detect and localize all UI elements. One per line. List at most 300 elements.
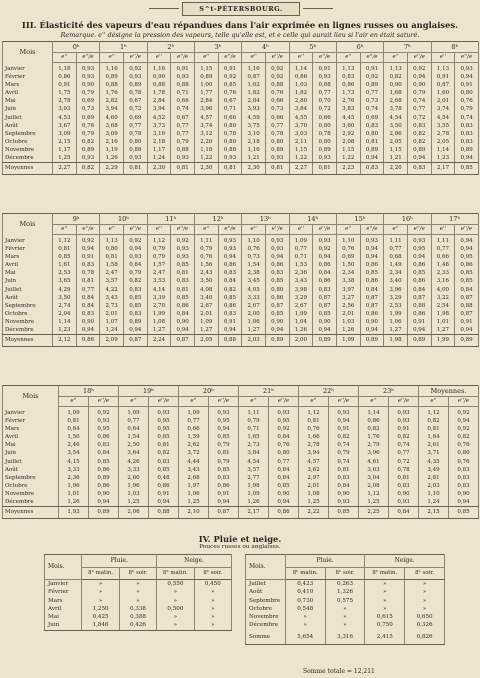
- value-cell: 0,94: [329, 417, 359, 425]
- value-cell: 3,75: [242, 122, 266, 130]
- value-cell: 1,96: [59, 482, 89, 490]
- value-cell: »: [365, 597, 405, 605]
- value-cell: 0,83: [209, 474, 239, 482]
- value-cell: 3,04: [359, 474, 389, 482]
- value-cell: 0,84: [329, 482, 359, 490]
- value-cell: 0,78: [76, 269, 100, 277]
- value-cell: 0,82: [218, 286, 242, 294]
- value-cell: 1,21: [242, 154, 266, 163]
- value-cell: 0,80: [123, 138, 147, 146]
- value-cell: 0,95: [407, 245, 431, 253]
- value-cell: 0,92: [449, 425, 479, 433]
- value-cell: 0,86: [218, 302, 242, 310]
- value-cell: 0,388: [119, 613, 156, 621]
- ratio-header: e''/e: [455, 225, 479, 235]
- time-header: 8ʰ soir.: [405, 568, 445, 580]
- value-cell: 0,410: [285, 588, 325, 596]
- value-cell: 1,15: [384, 146, 408, 154]
- value-cell: 0,90: [269, 490, 299, 498]
- value-cell: 2,01: [194, 310, 218, 318]
- e-header: e'': [239, 397, 269, 407]
- value-cell: 0,77: [171, 122, 195, 130]
- table-row: [3, 253, 479, 261]
- value-cell: 0,94: [360, 154, 384, 163]
- table-row: [45, 605, 232, 613]
- value-cell: 0,92: [407, 63, 431, 74]
- sum-cell: 2,415: [365, 630, 405, 645]
- value-cell: 0,82: [389, 433, 419, 441]
- table-row: [3, 97, 479, 105]
- value-cell: 1,99: [289, 310, 313, 318]
- value-cell: 0,548: [285, 605, 325, 613]
- value-cell: 0,69: [76, 114, 100, 122]
- e-header: e'': [431, 225, 455, 235]
- value-cell: 0,326: [405, 621, 445, 629]
- e-header: e'': [59, 397, 89, 407]
- value-cell: 2,62: [179, 441, 209, 449]
- value-cell: 1,00: [194, 81, 218, 89]
- value-cell: 3,10: [242, 130, 266, 138]
- mean-cell: 0,83: [407, 163, 431, 175]
- mean-cell: 1,98: [384, 335, 408, 347]
- month-label: Mars: [3, 81, 53, 89]
- value-cell: 0,94: [360, 326, 384, 335]
- value-cell: 1,27: [147, 326, 171, 335]
- value-cell: 0,94: [455, 154, 479, 163]
- value-cell: 0,83: [449, 466, 479, 474]
- value-cell: 0,80: [313, 138, 337, 146]
- value-cell: 0,90: [449, 490, 479, 498]
- value-cell: 0,94: [455, 235, 479, 246]
- value-cell: 0,93: [313, 235, 337, 246]
- value-cell: 0,86: [218, 261, 242, 269]
- value-cell: 1,26: [100, 154, 124, 163]
- value-cell: 1,25: [299, 498, 329, 507]
- value-cell: 0,87: [455, 294, 479, 302]
- value-cell: 0,83: [149, 458, 179, 466]
- value-cell: 0,93: [76, 154, 100, 163]
- value-cell: 0,94: [407, 253, 431, 261]
- ratio-header: e''/e: [360, 53, 384, 63]
- value-cell: 0,93: [123, 253, 147, 261]
- value-cell: 0,84: [76, 294, 100, 302]
- value-cell: 0,94: [209, 498, 239, 507]
- value-cell: 4,45: [336, 114, 360, 122]
- value-cell: 0,84: [360, 286, 384, 294]
- value-cell: 0,91: [329, 425, 359, 433]
- value-cell: 0,78: [265, 130, 289, 138]
- month-label: Septembre: [246, 597, 286, 605]
- value-cell: 0,83: [76, 261, 100, 269]
- mean-cell: 1,99: [336, 335, 360, 347]
- month-label: Octobre: [3, 138, 53, 146]
- hour-header: 3ʰ: [194, 42, 241, 53]
- month-label: Août: [3, 466, 59, 474]
- value-cell: 0,76: [76, 122, 100, 130]
- mean-cell: 2,23: [336, 163, 360, 175]
- e-header: e'': [100, 53, 124, 63]
- table-row: [3, 73, 479, 81]
- value-cell: 2,53: [53, 269, 77, 277]
- page-header: S^t-PÉTERSBOURG.: [182, 2, 300, 16]
- value-cell: 0,91: [53, 81, 77, 89]
- table-row: [3, 417, 479, 425]
- value-cell: 0,93: [313, 154, 337, 163]
- value-cell: 0,86: [171, 302, 195, 310]
- value-cell: 0,86: [209, 482, 239, 490]
- value-cell: 0,73: [360, 97, 384, 105]
- value-cell: 1,11: [384, 235, 408, 246]
- value-cell: 0,87: [360, 302, 384, 310]
- value-cell: 1,12: [53, 235, 77, 246]
- table-row: [3, 302, 479, 310]
- table-row: [246, 630, 445, 645]
- value-cell: 1,326: [325, 588, 365, 596]
- value-cell: 1,59: [179, 433, 209, 441]
- value-cell: 0,78: [389, 466, 419, 474]
- value-cell: 0,93: [407, 235, 431, 246]
- value-cell: 3,33: [59, 466, 89, 474]
- value-cell: 0,79: [76, 89, 100, 97]
- value-cell: 0,94: [76, 326, 100, 335]
- mean-cell: 2,27: [53, 163, 77, 175]
- value-cell: 0,85: [209, 466, 239, 474]
- value-cell: 0,94: [209, 425, 239, 433]
- value-cell: 1,09: [179, 407, 209, 418]
- table-row: [246, 605, 445, 613]
- ratio-header: e''/e: [218, 225, 242, 235]
- value-cell: 0,81: [149, 441, 179, 449]
- value-cell: 2,78: [431, 130, 455, 138]
- value-cell: 1,14: [53, 318, 77, 326]
- table-row: [3, 310, 479, 318]
- hour-header: 12ʰ: [194, 214, 241, 225]
- value-cell: 0,84: [313, 269, 337, 277]
- hour-header: 22ʰ: [299, 386, 359, 397]
- value-cell: 0,91: [171, 63, 195, 74]
- value-cell: 0,76: [299, 425, 329, 433]
- value-cell: 0,80: [265, 138, 289, 146]
- ratio-header: e''/e: [265, 53, 289, 63]
- rain-header: Pluie.: [285, 555, 365, 568]
- value-cell: 3,16: [431, 277, 455, 285]
- month-label: Avril: [45, 605, 82, 613]
- month-label: Mars: [45, 597, 82, 605]
- value-cell: 1,65: [239, 433, 269, 441]
- value-cell: 0,85: [218, 294, 242, 302]
- value-cell: 1,50: [59, 433, 89, 441]
- table-row: [3, 42, 479, 53]
- value-cell: 4,44: [179, 458, 209, 466]
- table-row: [3, 458, 479, 466]
- table-row: [246, 597, 445, 605]
- table-row: [3, 474, 479, 482]
- value-cell: 0,89: [194, 73, 218, 81]
- value-cell: 0,88: [218, 146, 242, 154]
- month-label: Décembre: [3, 326, 53, 335]
- value-cell: 3,40: [384, 277, 408, 285]
- value-cell: 0,80: [313, 122, 337, 130]
- month-label: Avril: [3, 433, 59, 441]
- ratio-header: e''/e: [389, 397, 419, 407]
- value-cell: 0,91: [209, 490, 239, 498]
- value-cell: 0,95: [269, 417, 299, 425]
- value-cell: 0,90: [313, 318, 337, 326]
- month-label: Juin: [3, 277, 53, 285]
- value-cell: 2,53: [384, 302, 408, 310]
- value-cell: 0,66: [179, 425, 209, 433]
- value-cell: 0,92: [265, 63, 289, 74]
- value-cell: 0,86: [336, 81, 360, 89]
- mean-cell: 2,29: [100, 163, 124, 175]
- value-cell: 3,78: [384, 105, 408, 113]
- value-cell: 2,61: [419, 441, 449, 449]
- ratio-header: e''/e: [218, 53, 242, 63]
- value-cell: 2,92: [336, 130, 360, 138]
- month-label: Février: [3, 417, 59, 425]
- month-header: Mois.: [246, 555, 286, 580]
- ratio-header: e''/e: [329, 397, 359, 407]
- value-cell: 4,54: [384, 114, 408, 122]
- value-cell: 1,03: [336, 318, 360, 326]
- value-cell: 0,83: [123, 286, 147, 294]
- value-cell: 0,90: [329, 490, 359, 498]
- mean-cell: 2,12: [53, 335, 77, 347]
- table-row: [3, 482, 479, 490]
- value-cell: 0,66: [171, 97, 195, 105]
- hour-header: 0ʰ: [53, 42, 100, 53]
- hour-header: 16ʰ: [384, 214, 431, 225]
- ratio-header: e''/e: [269, 397, 299, 407]
- value-cell: 0,87: [407, 294, 431, 302]
- e-header: e'': [384, 225, 408, 235]
- value-cell: 2,67: [242, 302, 266, 310]
- value-cell: 3,27: [336, 294, 360, 302]
- moyennes-label: Moyennes: [3, 507, 59, 519]
- mean-cell: 2,17: [431, 163, 455, 175]
- mean-cell: 0,85: [455, 163, 479, 175]
- value-cell: 0,79: [76, 130, 100, 138]
- mean-cell: 0,85: [329, 507, 359, 519]
- snow-header: Neige.: [157, 555, 232, 568]
- value-cell: 1,25: [119, 498, 149, 507]
- value-cell: »: [82, 588, 119, 596]
- value-cell: 1,77: [194, 89, 218, 97]
- value-cell: 0,89: [360, 81, 384, 89]
- value-cell: 0,77: [269, 458, 299, 466]
- value-cell: 3,74: [194, 122, 218, 130]
- value-cell: 0,69: [123, 114, 147, 122]
- value-cell: 1,15: [289, 146, 313, 154]
- value-cell: 1,98: [431, 310, 455, 318]
- value-cell: 0,94: [265, 326, 289, 335]
- hour-header: Moyennes.: [419, 386, 479, 397]
- value-cell: 0,86: [265, 261, 289, 269]
- value-cell: »: [194, 621, 231, 630]
- value-cell: 3,09: [100, 130, 124, 138]
- value-cell: 0,92: [89, 407, 119, 418]
- value-cell: 0,80: [218, 122, 242, 130]
- value-cell: 1,98: [239, 482, 269, 490]
- value-cell: 3,43: [179, 466, 209, 474]
- ratio-header: e''/e: [313, 225, 337, 235]
- value-cell: 0,76: [218, 89, 242, 97]
- value-cell: 0,93: [123, 73, 147, 81]
- month-label: Juillet: [3, 286, 53, 294]
- time-header: 8ʰ soir.: [325, 568, 365, 580]
- value-cell: 0,77: [313, 89, 337, 97]
- hour-header: 20ʰ: [179, 386, 239, 397]
- value-cell: 3,68: [100, 122, 124, 130]
- value-cell: 0,93: [218, 154, 242, 163]
- ratio-header: e''/e: [265, 225, 289, 235]
- value-cell: 0,85: [360, 269, 384, 277]
- table-row: [3, 407, 479, 418]
- value-cell: 0,67: [218, 97, 242, 105]
- value-cell: 2,47: [100, 269, 124, 277]
- value-cell: 0,85: [149, 433, 179, 441]
- value-cell: 3,64: [119, 449, 149, 457]
- value-cell: »: [405, 597, 445, 605]
- value-cell: 0,80: [455, 89, 479, 97]
- value-cell: 0,85: [407, 269, 431, 277]
- ratio-header: e''/e: [455, 53, 479, 63]
- month-label: Mars: [3, 425, 59, 433]
- value-cell: 0,71: [171, 89, 195, 97]
- table-row: [3, 114, 479, 122]
- value-cell: 1,76: [100, 89, 124, 97]
- value-cell: 0,48: [149, 474, 179, 482]
- value-cell: 3,10: [147, 130, 171, 138]
- value-cell: 4,54: [431, 114, 455, 122]
- value-cell: 1,10: [419, 490, 449, 498]
- e-header: e'': [179, 397, 209, 407]
- value-cell: 3,09: [53, 130, 77, 138]
- value-cell: 0,74: [360, 105, 384, 113]
- value-cell: 0,77: [384, 245, 408, 253]
- value-cell: 0,92: [123, 63, 147, 74]
- value-cell: 0,94: [455, 326, 479, 335]
- value-cell: 0,76: [336, 245, 360, 253]
- value-cell: 0,91: [218, 63, 242, 74]
- value-cell: 3,71: [419, 449, 449, 457]
- value-cell: 1,66: [299, 433, 329, 441]
- value-cell: 4,26: [119, 458, 149, 466]
- value-cell: 0,86: [89, 433, 119, 441]
- value-cell: 3,50: [53, 294, 77, 302]
- value-cell: 1,21: [384, 154, 408, 163]
- value-cell: 0,91: [455, 318, 479, 326]
- value-cell: 1,12: [147, 235, 171, 246]
- value-cell: 0,85: [218, 81, 242, 89]
- value-cell: 0,94: [265, 253, 289, 261]
- value-cell: 0,88: [171, 81, 195, 89]
- value-cell: 4,08: [194, 286, 218, 294]
- table-row: [246, 613, 445, 621]
- value-cell: 0,69: [76, 97, 100, 105]
- value-cell: 0,93: [76, 73, 100, 81]
- value-cell: 3,54: [59, 449, 89, 457]
- value-cell: 2,18: [242, 138, 266, 146]
- mean-cell: 0,81: [265, 163, 289, 175]
- value-cell: 0,85: [149, 466, 179, 474]
- value-cell: 0,82: [419, 417, 449, 425]
- value-cell: 0,83: [76, 310, 100, 318]
- value-cell: 0,79: [209, 441, 239, 449]
- value-cell: 0,93: [360, 235, 384, 246]
- value-cell: 0,83: [449, 482, 479, 490]
- value-cell: 3,62: [299, 466, 329, 474]
- value-cell: 0,66: [313, 114, 337, 122]
- value-cell: 0,91: [431, 73, 455, 81]
- month-header: Mois: [3, 214, 53, 235]
- value-cell: 0,95: [455, 253, 479, 261]
- vapour-table-9-17: [2, 213, 479, 347]
- value-cell: 0,94: [313, 253, 337, 261]
- table-row: [3, 146, 479, 154]
- value-cell: 0,72: [123, 105, 147, 113]
- value-cell: 0,93: [171, 73, 195, 81]
- value-cell: 3,74: [431, 105, 455, 113]
- month-label: Décembre: [3, 154, 53, 163]
- value-cell: 3,40: [194, 294, 218, 302]
- value-cell: 2,05: [431, 138, 455, 146]
- value-cell: 1,82: [242, 89, 266, 97]
- mean-cell: 1,99: [431, 335, 455, 347]
- value-cell: »: [194, 597, 231, 605]
- value-cell: 0,79: [147, 253, 171, 261]
- value-cell: 0,88: [100, 81, 124, 89]
- value-cell: 3,38: [336, 277, 360, 285]
- value-cell: 0,86: [360, 261, 384, 269]
- e-header: e'': [431, 53, 455, 63]
- e-header: e'': [336, 225, 360, 235]
- value-cell: 0,91: [407, 318, 431, 326]
- value-cell: 0,86: [89, 482, 119, 490]
- value-cell: 1,11: [239, 407, 269, 418]
- value-cell: »: [365, 580, 405, 589]
- table-row: [3, 466, 479, 474]
- value-cell: 0,92: [360, 73, 384, 81]
- value-cell: 0,81: [329, 466, 359, 474]
- value-cell: 2,01: [100, 310, 124, 318]
- sum-cell: 0,826: [405, 630, 445, 645]
- value-cell: 1,97: [179, 482, 209, 490]
- value-cell: 0,66: [218, 114, 242, 122]
- value-cell: 0,93: [89, 417, 119, 425]
- month-label: Janvier: [45, 580, 82, 589]
- value-cell: 0,90: [407, 81, 431, 89]
- value-cell: 1,76: [359, 433, 389, 441]
- value-cell: 4,53: [53, 114, 77, 122]
- value-cell: 0,90: [76, 81, 100, 89]
- value-cell: 1,06: [242, 318, 266, 326]
- value-cell: 3,43: [100, 294, 124, 302]
- value-cell: 0,74: [455, 114, 479, 122]
- value-cell: 1,07: [100, 318, 124, 326]
- e-header: e'': [194, 53, 218, 63]
- value-cell: 2,03: [419, 482, 449, 490]
- value-cell: »: [365, 588, 405, 596]
- value-cell: 0,74: [407, 97, 431, 105]
- mean-cell: 0,88: [218, 335, 242, 347]
- mean-cell: 0,82: [76, 163, 100, 175]
- value-cell: 0,94: [218, 253, 242, 261]
- value-cell: 1,18: [194, 146, 218, 154]
- ratio-header: e''/e: [171, 225, 195, 235]
- value-cell: 0,95: [149, 417, 179, 425]
- value-cell: 0,81: [209, 449, 239, 457]
